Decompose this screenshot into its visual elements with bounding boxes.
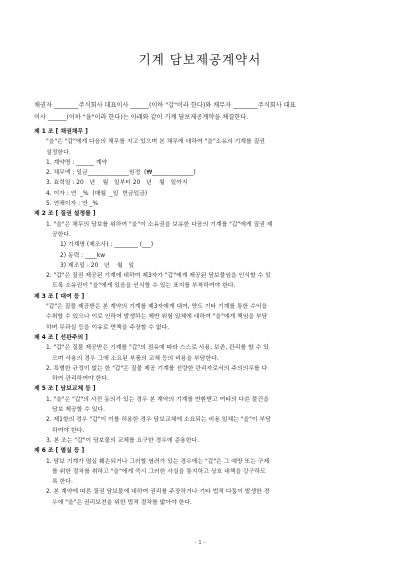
article-line: 를 위한 절차를 취하고 "을"에게 즉시 그러한 사실을 통지하고 상호 대책을 강구하도: [52, 468, 266, 475]
article-line: 으며 사용의 경우 그에 소요된 부품의 교체 등의 비용을 부담한다.: [52, 355, 219, 362]
article-line: 하여 관리하여야 한다.: [52, 376, 109, 383]
article-line: 3) 제조일 : 20 년 월 일: [60, 262, 135, 269]
article-line: 2. 본 계약에 따른 질권 담보물에 대하여 권리를 주장하거나 기타 법적 다툼이 발생한 경: [46, 489, 270, 496]
page-number: - 1 -: [194, 540, 206, 546]
article-section: [34, 127, 370, 209]
article-section: [34, 209, 370, 291]
article-section: [34, 333, 370, 384]
article-heading: 제 1 조 [ 채권채무 ]: [34, 129, 88, 135]
document-title: 기계 담보제공계약서: [138, 52, 262, 67]
article-line: 4. 이자 : 연 _% (매월 _일 현금입금): [46, 190, 148, 197]
article-line: 담보 제공할 수 있다.: [52, 407, 106, 414]
article-line: 하며 무과실 등을 이유로 면책을 주장할 수 없다.: [46, 324, 170, 331]
intro-line: 이사 ______(이하 "을"이라 한다)는 아래와 같이 기계 담보제공계약을 체결한다.: [34, 114, 249, 121]
article-line: 공한다.: [52, 231, 71, 238]
article-line: 2. 채무액 : 일금______________원정 (₩______________): [46, 170, 196, 177]
article-section: [34, 446, 370, 508]
article-heading: 제 2 조 [ 질권 설정물 ]: [34, 211, 96, 218]
article-line: 하여야 한다.: [52, 427, 85, 434]
article-line: 1) 기계명 (제조사) : ________ (___): [60, 242, 154, 249]
article-line: 2) 동력 : ____kw: [60, 252, 106, 259]
article-line: 1. "을"은 채무의 담보를 위하여 "을"이 소유권을 보유한 다음의 기계를 "갑"에게 질권 제: [46, 221, 273, 228]
article-line: "을"은 "갑"에게 다음의 채무를 지고 있으며 본 채무에 대하여 "을"소유의 기계를 질권: [46, 139, 265, 146]
article-section: [34, 384, 370, 446]
article-heading: 제 4 조 [ 선관주의 ]: [34, 334, 88, 341]
article-heading: 제 6 조 [ 멸실 등 ]: [34, 448, 85, 455]
contract-articles: [34, 127, 370, 508]
article-line: 3. 본 조는 "갑"이 담보물의 교체를 요구한 경우에 준용한다.: [46, 437, 200, 444]
contract-intro: [34, 100, 370, 124]
article-line: 2. 특별한 규정이 없는 한 "갑"은 질물 제공 기계를 선량한 관리자로서의 주의의무를 다: [46, 365, 268, 372]
article-line: 2. 제1항의 경우 "갑"이 이를 허용한 경우 담보교체에 소요되는 비용 일체는 "을"이 부담: [46, 417, 271, 424]
article-line: 5. 연체이자 : 연 _%: [46, 201, 99, 208]
article-heading: 제 5 조 [ 담보교체 등 ]: [34, 386, 96, 393]
article-heading: 제 3 조 [ 대여 등 ]: [34, 293, 85, 300]
intro-line: 채권자 ________주식회사 대표이사 ______(이하 "갑"이라 한다)와 채무자 ________주식회사 대표: [34, 102, 296, 109]
article-line: 2. "갑"은 질권 제공된 기계에 대하여 제3자가 "갑"에게 제공된 담보물임을 인식할 수 있: [46, 273, 271, 280]
article-line: 수취할 수 있으나 이로 인하여 발생하는 제반 위험 일체에 대하여 "을"에게 책임을 부담: [46, 314, 268, 321]
article-line: "갑"은 질물 제공받은 본 계약의 기계를 제3자에게 대여, 양도 기타 기계를 통한 수익을: [46, 304, 268, 311]
article-line: 록 한다.: [52, 479, 73, 486]
article-section: [34, 292, 370, 333]
article-line: 우에 "을"은 권리보전을 위한 법적 절차를 밟아야 한다.: [52, 499, 192, 506]
article-line: 1. 담보 기계가 멸실 훼손되거나 그러할 염려가 있는 경우에는 "갑"은 그 예방 또는 구제: [46, 458, 270, 465]
article-line: 도록 소유권이 "을"에게 있음을 인식할 수 있는 표지를 부착하여야 한다.: [52, 283, 236, 290]
article-line: 1. "을"은 "갑"의 사전 동의가 있는 경우 본 계약의 기계를 반환받고 여타의 다른 물건을: [46, 396, 269, 403]
article-line: 1. 계약명 : ______ 계약: [46, 159, 108, 166]
article-line: 3. 효력일 : 20 년 월 일부터 20 년 월 일까지: [46, 180, 188, 187]
article-line: 1. "갑"은 질물 제공받은 기계를 "갑"의 점유에 따라 스스로 사용, 보존, 관리를 할 수 있: [46, 345, 269, 352]
article-line: 설정한다.: [46, 149, 71, 156]
